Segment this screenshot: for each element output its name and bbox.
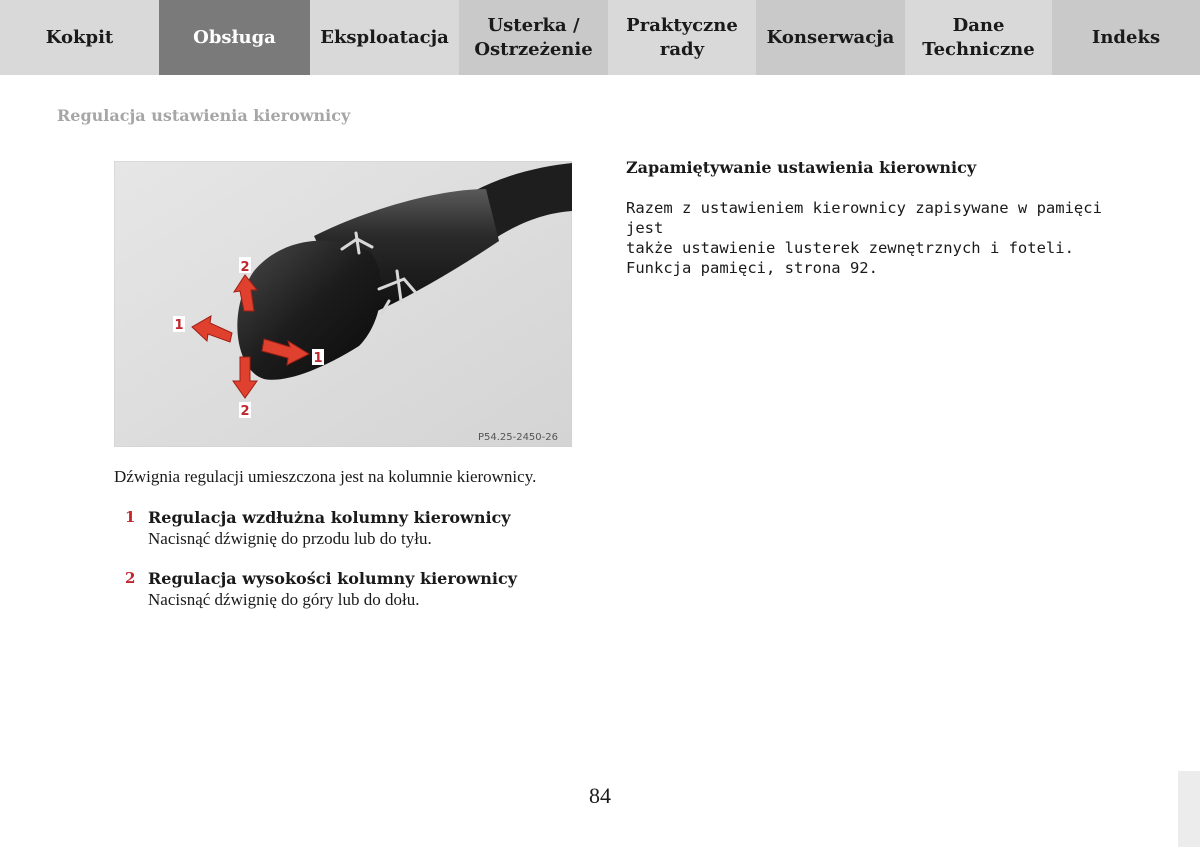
tab-label: Praktyczne rady — [626, 14, 738, 60]
item-title: Regulacja wysokości kolumny kierownicy — [148, 569, 517, 588]
tab-eksploatacja[interactable] — [310, 0, 459, 75]
tab-label: Usterka / Ostrzeżenie — [474, 14, 593, 60]
tab-label: Indeks — [1091, 26, 1161, 48]
tab-konserwacja[interactable] — [756, 0, 905, 75]
tab-indeks[interactable] — [1052, 0, 1200, 75]
tab-kokpit[interactable] — [0, 0, 159, 75]
memory-section — [626, 157, 1106, 278]
figure-code: P54.25-2450-26 — [477, 432, 558, 443]
tab-dane-techniczne[interactable] — [905, 0, 1052, 75]
item-text: Nacisnąć dźwignię do przodu lub do tyłu. — [148, 529, 432, 548]
figure-caption: Dźwignia regulacji umieszczona jest na kolumnie kierownicy. — [114, 467, 537, 486]
item-text: Nacisnąć dźwignię do góry lub do dołu. — [148, 590, 420, 609]
memory-paragraph: Razem z ustawieniem kierownicy zapisywane w pamięci jest także ustawienie lusterek zewnętrznych i foteli. Funkcja pamięci, strona 92. — [626, 199, 1102, 277]
tab-label: Kokpit — [45, 26, 114, 48]
section-title: Regulacja ustawienia kierownicy — [57, 106, 351, 125]
steering-lever-figure — [114, 161, 572, 447]
item-number: 1 — [125, 508, 136, 526]
item-body — [148, 507, 511, 549]
marker-2-top: 2 — [240, 260, 250, 275]
item-body — [148, 568, 517, 610]
chapter-tabs — [0, 0, 1200, 75]
tab-obsluga[interactable] — [159, 0, 310, 75]
marker-1-left: 1 — [174, 318, 184, 333]
lever-stalk-image — [114, 161, 572, 447]
tab-praktyczne-rady[interactable] — [608, 0, 756, 75]
tab-label: Dane Techniczne — [922, 14, 1035, 60]
tab-usterka[interactable] — [459, 0, 608, 75]
page-edge-marker — [1178, 771, 1200, 847]
list-item — [125, 568, 595, 610]
item-title: Regulacja wzdłużna kolumny kierownicy — [148, 508, 511, 527]
list-item — [125, 507, 595, 549]
memory-heading: Zapamiętywanie ustawienia kierownicy — [626, 158, 977, 177]
tab-label: Eksploatacja — [320, 26, 449, 48]
tab-label: Obsługa — [193, 26, 276, 48]
marker-1-right: 1 — [313, 351, 323, 366]
tab-label: Konserwacja — [766, 26, 895, 48]
adjustment-list — [125, 507, 595, 629]
marker-2-bottom: 2 — [240, 404, 250, 419]
item-number: 2 — [125, 569, 136, 587]
page-number: 84 — [589, 783, 611, 808]
